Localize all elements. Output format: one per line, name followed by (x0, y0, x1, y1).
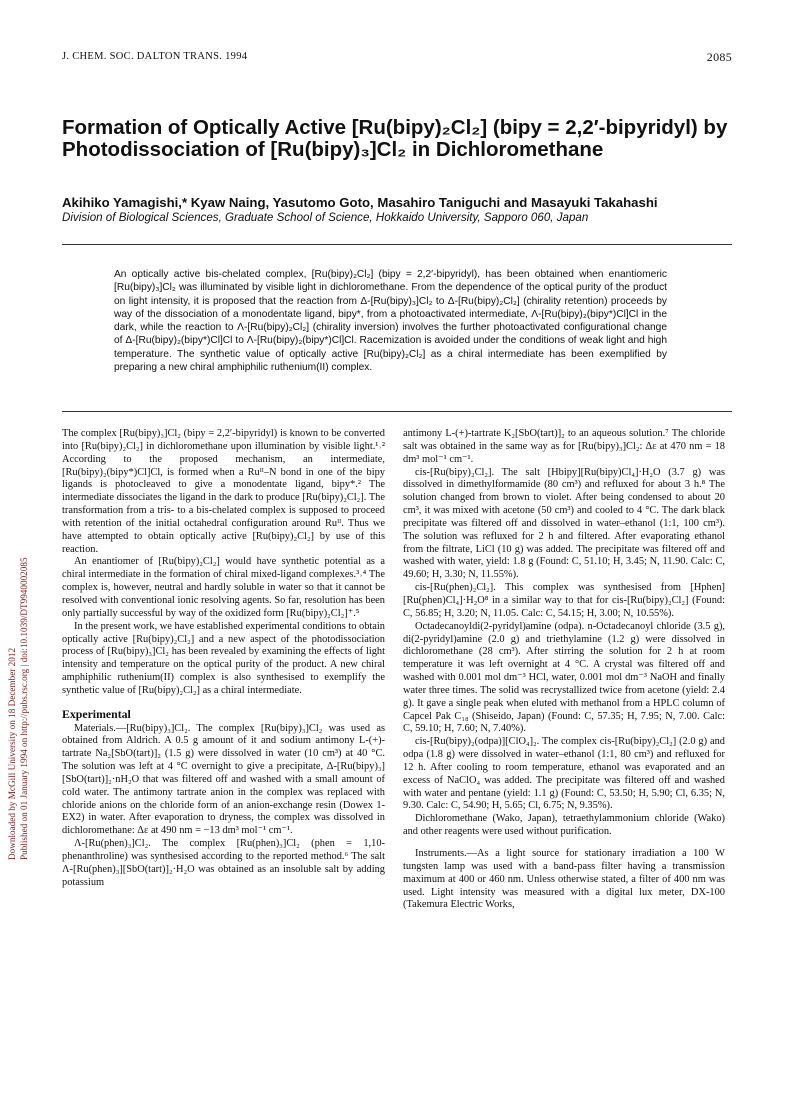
ru-phen-paragraph: Λ-[Ru(phen)₃]Cl₂. The complex [Ru(phen)₃]Cl₂ (phen = 1,10-phenanthroline) was synthesised according to the reported method.⁶ The salt Λ-[Ru(phen)₃][SbO(tart)]₂·H₂O was obtained as an insoluble salt by adding potassium (62, 838, 385, 888)
page-number: 2085 (706, 50, 732, 64)
article-title: Formation of Optically Active [Ru(bipy)₂Cl₂] (bipy = 2,2′-bipyridyl) by Photodissociation of [Ru(bipy)₃]Cl₂ in Dichloromethane (62, 116, 728, 161)
odpa-paragraph: Octadecanoyldi(2-pyridyl)amine (odpa). n-Octadecanoyl chloride (3.5 g), di(2-pyridyl)amine (2.0 g) and triethylamine (1.2 g) were dissolved in dichloromethane (28 cm³). After stirring the solution for 2 h at room temperature it was left overnight at 4 °C. A crystal was filtered off and washed with 0.001 mol dm⁻³ HCl, water, 0.001 mol dm⁻³ NaOH and finally water three times. The solid was recrystallized twice from acetone (yield: 2.4 g). It gave a single peak when eluted with methanol from a HPLC column of Capcel Pak C₁₈ (Shiseido, Japan) (Found: C, 57.35; H, 7.95; N, 7.00. Calc: C, 59.10; H, 7.60; N, 7.40%). (403, 620, 725, 735)
left-column (62, 428, 385, 890)
abstract-bottom-rule (62, 411, 732, 412)
intro-paragraph-1: The complex [Ru(bipy)₃]Cl₂ (bipy = 2,2′-bipyridyl) is known to be converted into [Ru(bipy)₂Cl₂] in dichloromethane upon illumination by visible light.¹˒² According to the proposed mechanism, an intermediate, [Ru(bipy)₂(bipy*)Cl]Cl, is formed when a Ruᴵᴵ–N bond in one of the bipy ligands is photocleaved to give a monodentate ligand, bipy*.² The intermediate dissociates the ligand in the dark to produce [Ru(bipy)₂Cl₂]. The transformation from a tris- to a bis-chelated complex is supposed to proceed with retention of the initial octahedral configuration around Ruᴵᴵ. Thus we have attempted to obtain optically active [Ru(bipy)₂Cl₂] by use of this reaction. (62, 428, 385, 555)
affiliation: Division of Biological Sciences, Graduate School of Science, Hokkaido University, Sapporo 060, Japan (62, 211, 589, 224)
journal-citation: J. CHEM. SOC. DALTON TRANS. 1994 (62, 51, 248, 62)
reagents-paragraph: Dichloromethane (Wako, Japan), tetraethylammonium chloride (Wako) and other reagents were used without purification. (403, 813, 725, 838)
intro-paragraph-3: In the present work, we have established experimental conditions to obtain optically active [Ru(bipy)₂Cl₂] and a new aspect of the photodissociation process of [Ru(bipy)₃]Cl₂ has been revealed by examining the effects of light intensity and temperature on the optical purity of the product. A new chiral amphiphilic ruthenium(II) complex is also synthesised to exemplify the synthetic value of [Ru(bipy)₂Cl₂] as a chiral intermediate. (62, 620, 385, 696)
section-heading-experimental: Experimental (62, 706, 131, 721)
author-list: Akihiko Yamagishi,* Kyaw Naing, Yasutomo Goto, Masahiro Taniguchi and Masayuki Takahashi (62, 195, 658, 210)
download-line[interactable]: Downloaded by McGill University on 18 December 2012 (7, 647, 17, 860)
download-watermark (6, 300, 30, 860)
odpa-complex-paragraph: cis-[Ru(bipy)₂(odpa)][ClO₄]₂. The complex cis-[Ru(bipy)₂Cl₂] (2.0 g) and odpa (1.8 g) were dissolved in water–ethanol (1:1, 80 cm³) and refluxed for 12 h. After cooling to room temperature, ethanol was evaporated and an excess of NaClO₄ was added. The precipitate was filtered off and washed with water and pentane (yield: 1.1 g) (Found: C, 53.50; H, 5.90; Cl, 6.35; N, 9.30. Calc: C, 54.90; H, 5.65; Cl, 6.75; N, 9.35%). (403, 736, 725, 812)
abstract-top-rule (62, 244, 732, 245)
right-column (403, 428, 725, 912)
paragraph-gap (403, 839, 725, 848)
abstract: An optically active bis-chelated complex, [Ru(bipy)₂Cl₂] (bipy = 2,2′-bipyridyl), has been obtained when enantiomeric [Ru(bipy)₃]Cl₂ was illuminated by visible light in dichloromethane. From the dependence of the optical purity of the product on light intensity, it is proposed that the reaction from Δ-[Ru(bipy)₃]Cl₂ to Δ-[Ru(bipy)₂Cl₂] (chirality retention) proceeds by way of the dissociation of a monodentate ligand, bipy*, from a photoactivated intermediate, Λ-[Ru(bipy)₂(bipy*)Cl]Cl in the dark, while the reaction to Λ-[Ru(bipy)₂Cl₂] (chirality inversion) involves the further photoactivated configurational change of Δ-[Ru(bipy)₂(bipy*)Cl]Cl to Λ-[Ru(bipy)₂(bipy*)Cl]Cl. Racemization is avoided under the conditions of weak light and high temperature. The synthetic value of optically active [Ru(bipy)₂Cl₂] as a chiral intermediate has been exemplified by preparing a new chiral amphiphilic ruthenium(II) complex. (114, 269, 667, 374)
continued-paragraph: antimony L-(+)-tartrate K₂[SbO(tart)]₂ to an aqueous solution.⁷ The chloride salt was obtained in the same way as for [Ru(bipy)₃]Cl₂: Δε at 470 nm = 18 dm³ mol⁻¹ cm⁻¹. (403, 428, 725, 465)
instruments-paragraph: Instruments.—As a light source for stationary irradiation a 100 W tungsten lamp was used with a band-pass filter having a transmission maximum at 400 or 460 nm. Unless otherwise stated, a filter of 400 nm was used. Light intensity was measured with a digital lux meter, DX-100 (Takemura Electric Works, (403, 848, 725, 911)
cis-phen-paragraph: cis-[Ru(phen)₂Cl₂]. This complex was synthesised from [Hphen][Ru(phen)Cl₄]·H₂O⁸ in a similar way to that for cis-[Ru(bipy)₂Cl₂] (Found: C, 56.85; H, 3.20; N, 11.05. Calc: C, 54.15; H, 3.00; N, 10.55%). (403, 582, 725, 619)
intro-paragraph-2: An enantiomer of [Ru(bipy)₂Cl₂] would have synthetic potential as a chiral intermediate in the formation of chiral mixed-ligand complexes.³˒⁴ The complex is, however, neutral and hardly soluble in water so that it cannot be resolved with conventional ionic resolving agents. So far, resolution has been only partially successful by way of the oxidized form [Ru(bipy)₂Cl₂]⁺.⁵ (62, 556, 385, 619)
doi-line[interactable]: Published on 01 January 1994 on http://pubs.rsc.org | doi:10.1039/DT9940002085 (19, 557, 29, 860)
cis-bipy-paragraph: cis-[Ru(bipy)₂Cl₂]. The salt [Hbipy][Ru(bipy)Cl₄]·H₂O (3.7 g) was dissolved in dimethylformamide (80 cm³) and refluxed for about 3 h.⁸ The solution changed from brown to violet. After being condensed to about 20 cm³, it was mixed with acetone (50 cm³) and cooled to 4 °C. The dark black precipitate was filtered off and dissolved in water–ethanol (1:1, 100 cm³). The solution was refluxed for 2 h and filtered. After evaporating ethanol from the filtrate, LiCl (10 g) was added. The precipitate was filtered off and washed with water, yield: 1.8 g (Found: C, 51.10; H, 3.45; N, 11.90. Calc: C, 49.60; H, 3.30; N, 11.55%). (403, 466, 725, 581)
materials-paragraph: Materials.—[Ru(bipy)₃]Cl₂. The complex [Ru(bipy)₃]Cl₂ was used as obtained from Aldrich. A 0.5 g amount of it and sodium antimony L-(+)-tartrate Na₂[SbO(tart)]₂ (1.5 g) were dissolved in water (10 cm³) at 40 °C. The solution was left at 4 °C overnight to give a precipitate, Δ-[Ru(bipy)₃][SbO(tart)]₂·nH₂O that was filtered off and washed with a small amount of cold water. The antimony tartrate anion in the complex was replaced with chloride anions on the chloride form of an anion-exchange resin (Dowex 1-EX2) in water. After evaporation to dryness, the complex was dissolved in dichloromethane: Δε at 490 nm = −13 dm³ mol⁻¹ cm⁻¹. (62, 722, 385, 837)
